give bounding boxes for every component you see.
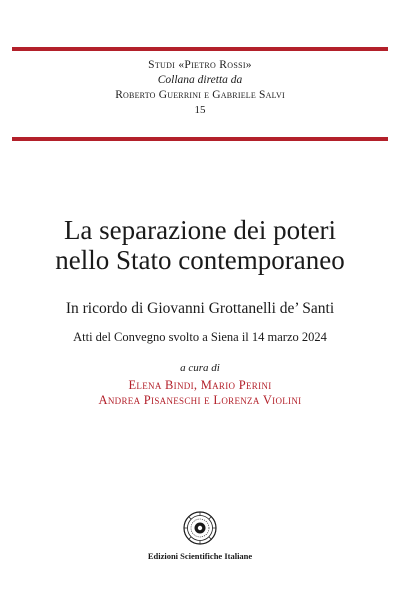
series-name: Studi «Pietro Rossi» bbox=[148, 59, 252, 71]
series-number: 15 bbox=[194, 104, 206, 116]
editors-line-1: Elena Bindi, Mario Perini bbox=[128, 378, 272, 392]
book-subtitle: In ricordo di Giovanni Grottanelli de’ Santi bbox=[65, 300, 335, 317]
publisher-name: Edizioni Scientifiche Italiane bbox=[147, 551, 253, 561]
editors-line-2: Andrea Pisaneschi e Lorenza Violini bbox=[98, 393, 302, 407]
book-title bbox=[0, 215, 400, 275]
editors-list bbox=[0, 378, 400, 408]
curated-by-label: a cura di bbox=[180, 362, 220, 374]
title-line-1: La separazione dei poteri bbox=[63, 215, 337, 245]
series-editors: Roberto Guerrini e Gabriele Salvi bbox=[115, 89, 285, 101]
title-line-2: nello Stato contemporaneo bbox=[55, 245, 345, 275]
proceedings-note: Atti del Convegno svolto a Siena il 14 marzo 2024 bbox=[73, 330, 327, 344]
bottom-red-rule bbox=[12, 137, 388, 141]
esi-seal-icon bbox=[183, 511, 217, 545]
top-red-rule bbox=[12, 47, 388, 51]
series-directed-by: Collana diretta da bbox=[157, 74, 243, 86]
series-block bbox=[0, 58, 400, 118]
